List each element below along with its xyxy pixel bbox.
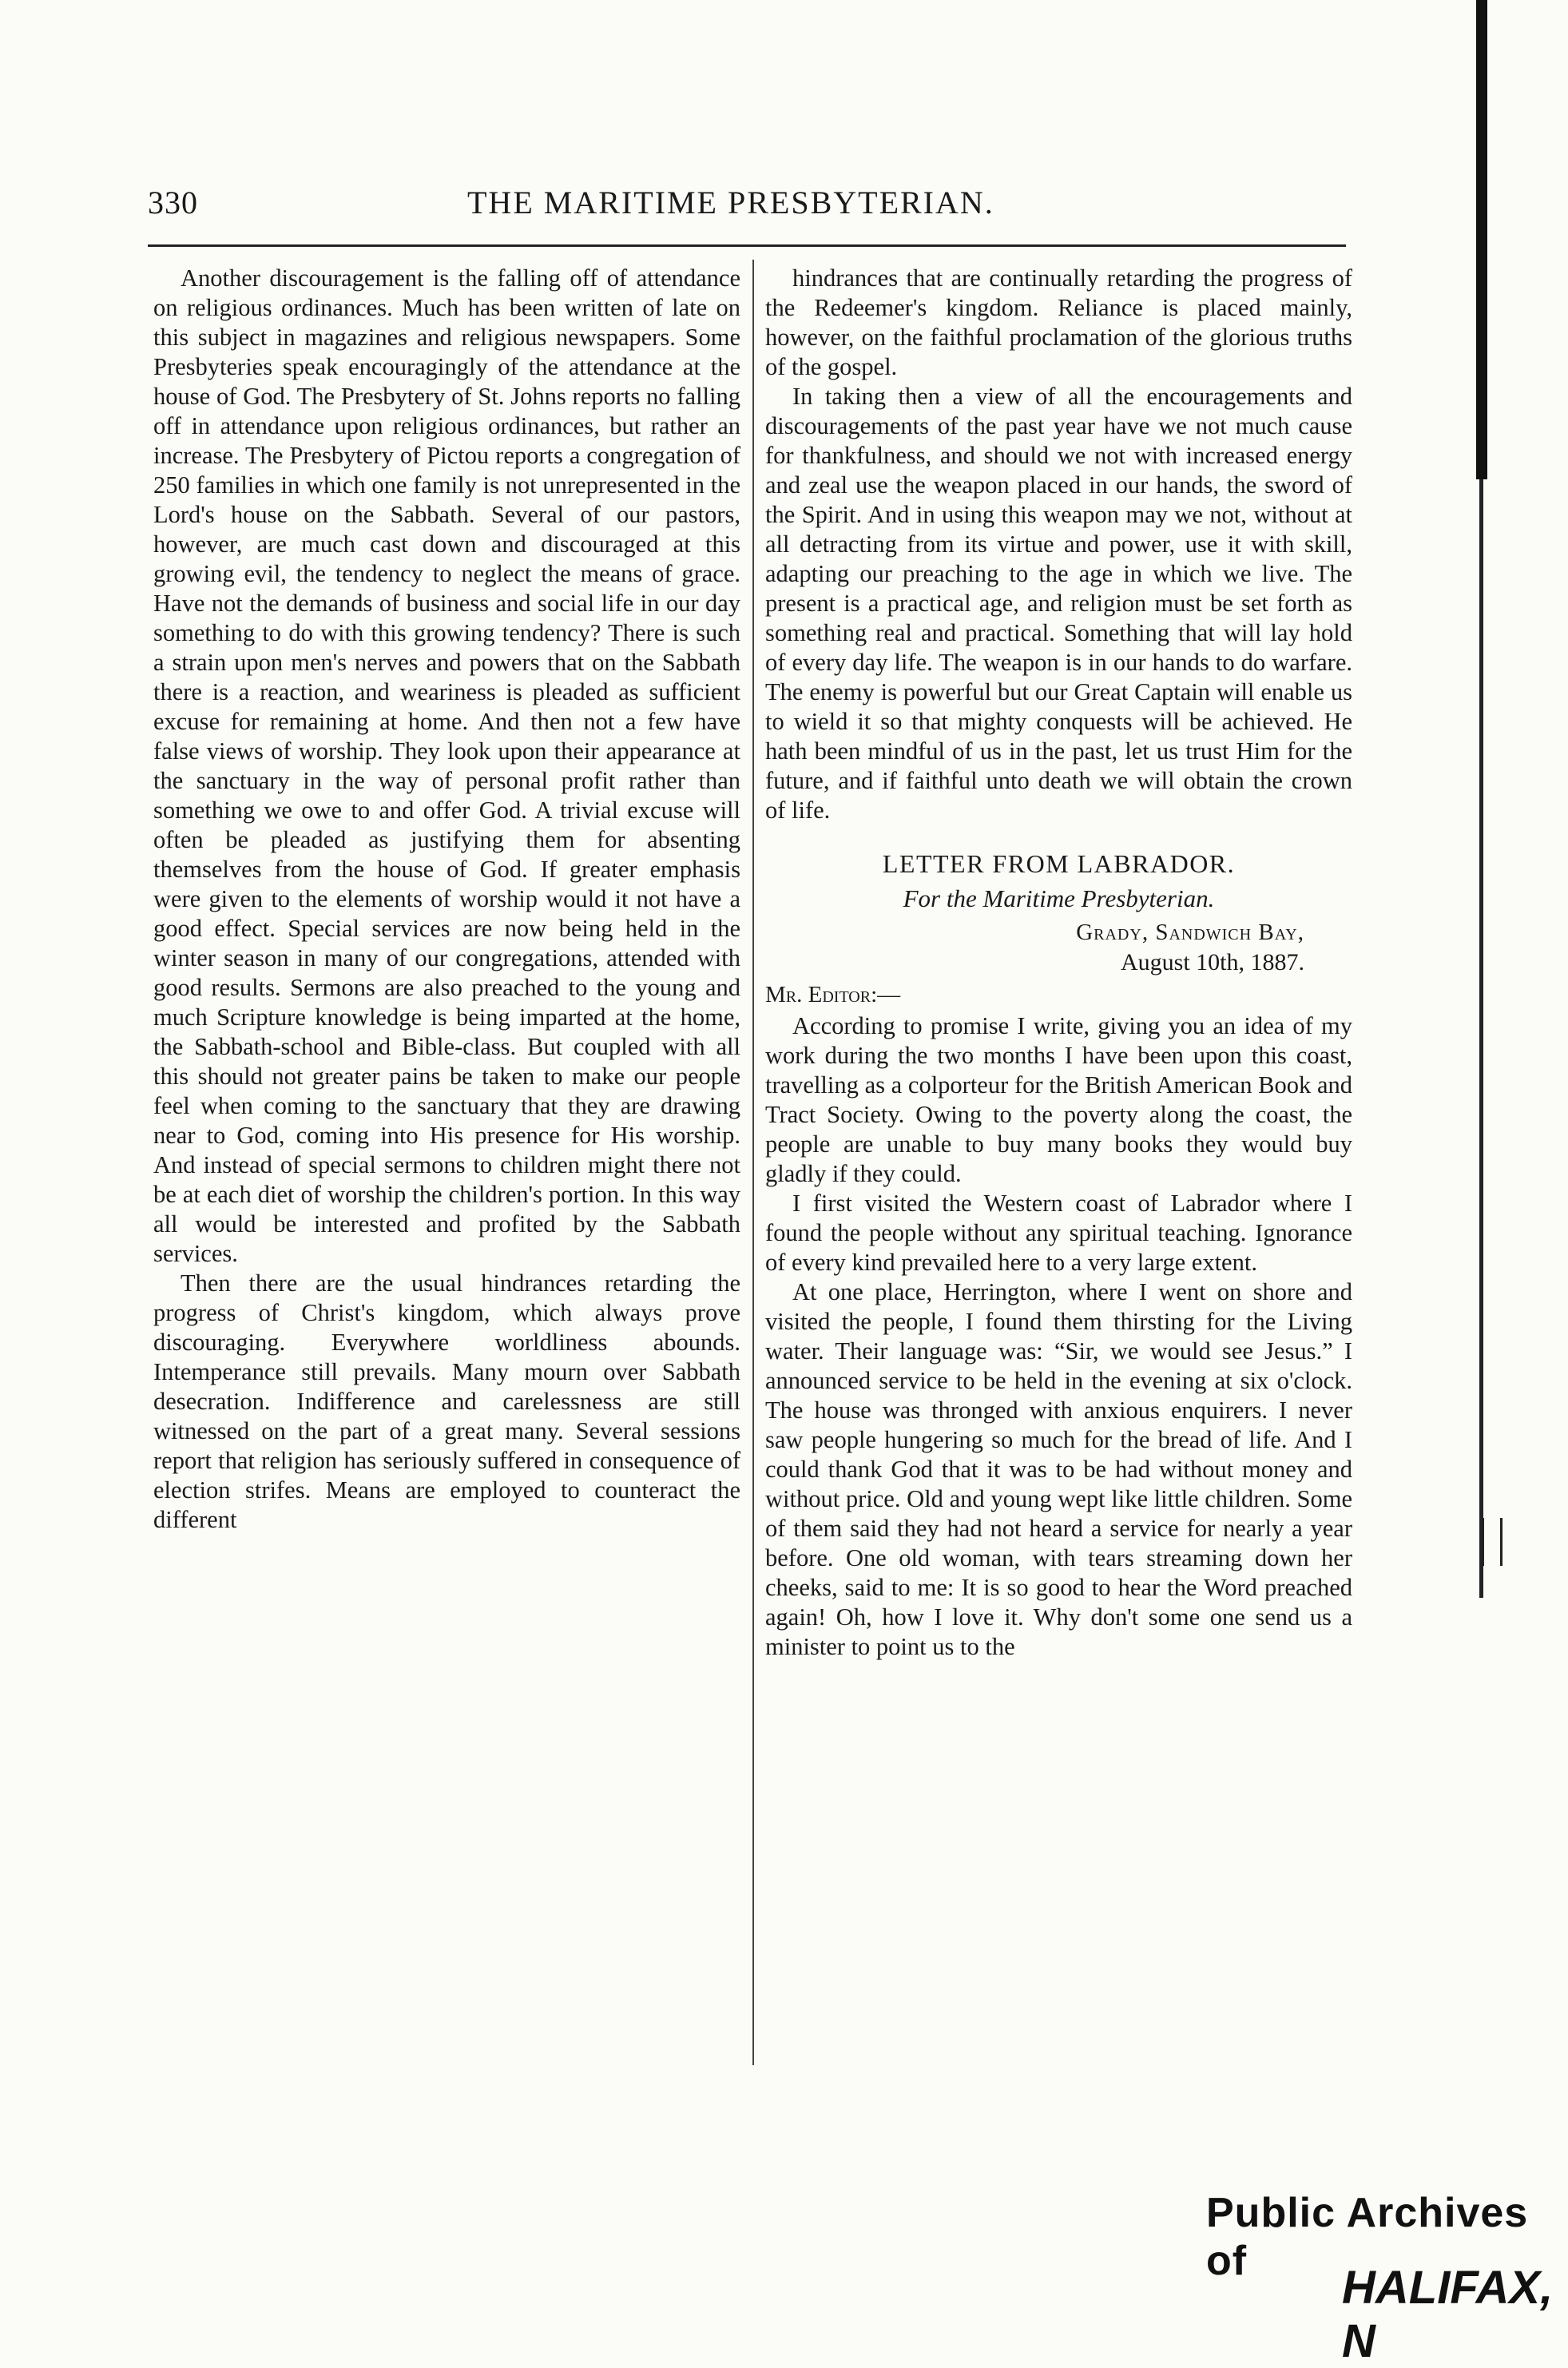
binding-edge-bar: [1476, 0, 1487, 479]
left-column: [153, 264, 740, 1535]
letter-salutation: Mr. Editor:—: [765, 982, 901, 1007]
archive-stamp-line2: HALIFAX, N: [1342, 2262, 1554, 2367]
letter-date: August 10th, 1887.: [1120, 949, 1304, 975]
letter-paragraph: I first visited the Western coast of Labrador where I found the people without any spiritual teaching. Ignorance of every kind prevailed here to a very large extent.: [765, 1190, 1352, 1276]
right-column: [765, 264, 1352, 1662]
letter-subtitle: For the Maritime Presbyterian.: [903, 884, 1215, 912]
letter-place: Grady, Sandwich Bay,: [1076, 920, 1304, 945]
binding-edge-mark: [1482, 1518, 1503, 1566]
archive-stamp-line1: Public Archives of: [1206, 2190, 1529, 2284]
binding-edge-line: [1479, 479, 1483, 1598]
letter-paragraph: According to promise I write, giving you an idea of my work during the two months I have been upon this coast, travelling as a colporteur for the British American Book and Tract Society. Owing to the poverty along the coast, the people are unable to buy many books they would buy gladly if they could.: [765, 1012, 1352, 1187]
paragraph: hindrances that are continually retarding the progress of the Redeemer's kingdom. Reliance is placed mainly, however, on the faithful proclamation of the glorious truths of the gospel.: [765, 264, 1352, 380]
page-header: [148, 184, 1330, 232]
column-divider: [752, 260, 754, 2065]
page-number: 330: [148, 185, 198, 221]
paragraph: In taking then a view of all the encouragements and discouragements of the past year have we not much cause for thankfulness, and should we not with increased energy and zeal use the weapon placed in our hands, the sword of the Spirit. And in using this weapon may we not, without at all detracting from its virtue and power, use it with skill, adapting our preaching to the age in which we live. The present is a practical age, and religion must be set forth as something real and practical. Something that will lay hold of every day life. The weapon is in our hands to do warfare. The enemy is powerful but our Great Captain will enable us to wield it so that mighty conquests will be achieved. He hath been mindful of us in the past, let us trust Him for the future, and if faithful unto death we will obtain the crown of life.: [765, 383, 1352, 824]
paragraph: Another discouragement is the falling off of attendance on religious ordinances. Much has been written of late on this subject in magazines and religious newspapers. Some Presbyteries speak encouragingly of the attendance at the house of God. The Presbytery of St. Johns reports no falling off in attendance upon religious ordinances, but rather an increase. The Presbytery of Pictou reports a congregation of 250 families in which one family is not unrepresented in the Lord's house on the Sabbath. Several of our pastors, however, are much cast down and discouraged at this growing evil, the tendency to neglect the means of grace. Have not the demands of business and social life in our day something to do with this growing tendency? There is such a strain upon men's nerves and powers that on the Sabbath there is a reaction, and weariness is pleaded as sufficient excuse for remaining at home. And then not a few have false views of worship. They look upon their appearance at the sanctuary in the way of personal profit rather than something we owe to and offer God. A trivial excuse will often be pleaded as justifying them for absenting themselves from the house of God. If greater emphasis were given to the elements of worship would it not have a good effect. Special services are now being held in the winter season in many of our congregations, attended with good results. Sermons are also preached to the young and much Scripture knowledge is being imparted at the home, the Sabbath-school and Bible-class. But coupled with all this should not greater pains be taken to make our people feel when coming to the sanctuary that they are drawing near to God, coming into His presence for His worship. And instead of special sermons to children might there not be at each diet of worship the children's portion. In this way all would be interested and profited by the Sabbath services.: [153, 264, 740, 1267]
letter-title: LETTER FROM LABRADOR.: [882, 849, 1236, 878]
running-title: THE MARITIME PRESBYTERIAN.: [467, 185, 994, 221]
paragraph: Then there are the usual hindrances retarding the progress of Christ's kingdom, which always prove discouraging. Everywhere worldliness abounds. Intemperance still prevails. Many mourn over Sabbath desecration. Indifference and carelessness are still witnessed on the part of a great many. Several sessions report that religion has seriously suffered in consequence of election strifes. Means are employed to counteract the different: [153, 1269, 740, 1533]
header-rule: [148, 244, 1346, 247]
letter-heading: [765, 849, 1352, 913]
letter-paragraph: At one place, Herrington, where I went on shore and visited the people, I found them thirsting for the Living water. Their language was: “Sir, we would see Jesus.” I announced service to be held in the evening at six o'clock. The house was thronged with anxious enquirers. I never saw people hungering so much for the bread of life. And I could thank God that it was to be had without money and without price. Old and young wept like little children. Some of them said they had not heard a service for nearly a year before. One old woman, with tears streaming down her cheeks, said to me: It is so good to hear the Word preached again! Oh, how I love it. Why don't some one send us a minister to point us to the: [765, 1278, 1352, 1660]
